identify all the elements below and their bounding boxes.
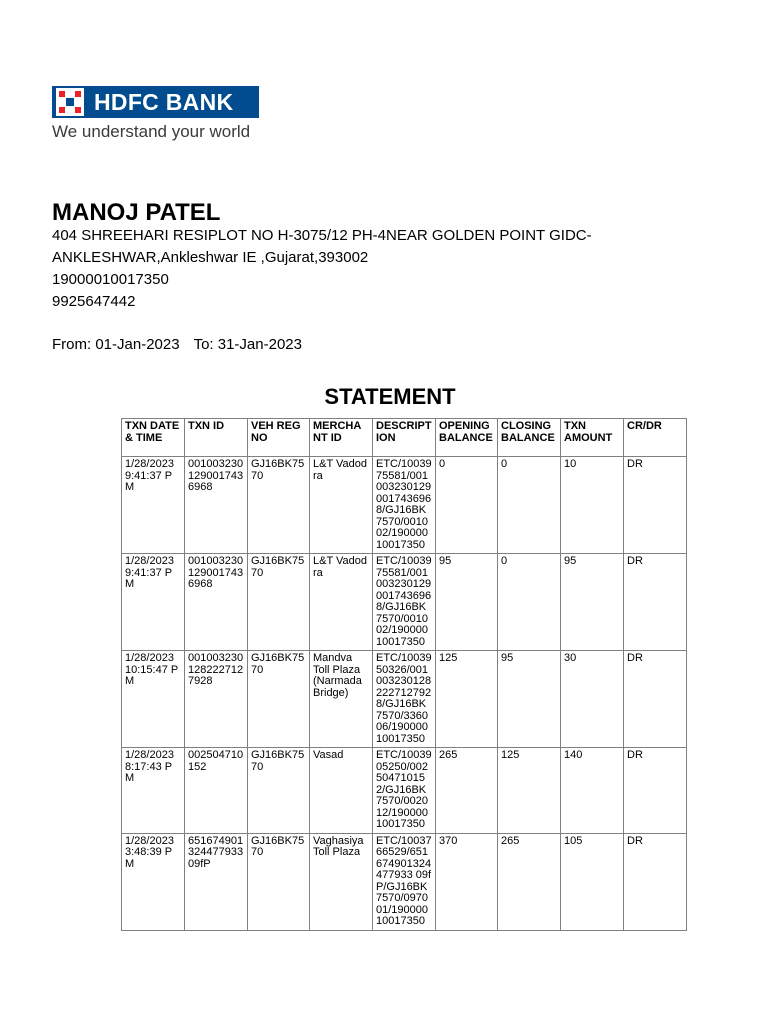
- bank-name: HDFC BANK: [94, 89, 234, 115]
- column-header: MERCHANT ID: [310, 419, 373, 457]
- merchant-id: Vaghasiya Toll Plaza: [310, 833, 373, 930]
- txn-id: 001003230129001743 6968: [185, 457, 248, 554]
- table-row: [122, 651, 687, 748]
- period-to: To: 31-Jan-2023: [193, 336, 302, 353]
- cr-dr: DR: [624, 457, 687, 554]
- description: ETC/1003766529/651674901324477933 09fP/GJ16BK7570/097001/19000010017350: [373, 833, 436, 930]
- closing-balance: 95: [498, 651, 561, 748]
- phone-number: 9925647442: [52, 293, 136, 310]
- txn-date: 1/28/2023 8:17:43 PM: [122, 748, 185, 834]
- merchant-id: L&T Vadodra: [310, 554, 373, 651]
- table-row: [122, 457, 687, 554]
- account-number: 19000010017350: [52, 271, 169, 288]
- table-row: [122, 833, 687, 930]
- txn-amount: 140: [561, 748, 624, 834]
- cr-dr: DR: [624, 748, 687, 834]
- veh-reg-no: GJ16BK7570: [248, 651, 310, 748]
- column-header: DESCRIPTION: [373, 419, 436, 457]
- address-line-2: ANKLESHWAR,Ankleshwar IE ,Gujarat,393002: [52, 249, 369, 266]
- txn-id: 002504710152: [185, 748, 248, 834]
- txn-amount: 10: [561, 457, 624, 554]
- column-header: OPENING BALANCE: [436, 419, 498, 457]
- description: ETC/1003905250/002504710152/GJ16BK7570/002012/19000010017350: [373, 748, 436, 834]
- column-header: CR/DR: [624, 419, 687, 457]
- cr-dr: DR: [624, 833, 687, 930]
- merchant-id: Mandva Toll Plaza (Narmada Bridge): [310, 651, 373, 748]
- opening-balance: 0: [436, 457, 498, 554]
- column-header: CLOSING BALANCE: [498, 419, 561, 457]
- merchant-id: L&T Vadodra: [310, 457, 373, 554]
- opening-balance: 370: [436, 833, 498, 930]
- cr-dr: DR: [624, 651, 687, 748]
- veh-reg-no: GJ16BK7570: [248, 554, 310, 651]
- txn-amount: 95: [561, 554, 624, 651]
- customer-name: MANOJ PATEL: [52, 199, 221, 226]
- merchant-id: Vasad: [310, 748, 373, 834]
- txn-amount: 105: [561, 833, 624, 930]
- column-header: TXN ID: [185, 419, 248, 457]
- transactions-table: [121, 418, 687, 931]
- veh-reg-no: GJ16BK7570: [248, 748, 310, 834]
- address-line-1: 404 SHREEHARI RESIPLOT NO H-3075/12 PH-4NEAR GOLDEN POINT GIDC-: [52, 227, 592, 244]
- description: ETC/1003975581/0010032301290017436968/GJ16BK7570/001002/19000010017350: [373, 457, 436, 554]
- opening-balance: 125: [436, 651, 498, 748]
- txn-id: 001003230128222712 7928: [185, 651, 248, 748]
- column-header: VEH REG NO: [248, 419, 310, 457]
- description: ETC/1003975581/0010032301290017436968/GJ16BK7570/001002/19000010017350: [373, 554, 436, 651]
- closing-balance: 265: [498, 833, 561, 930]
- table-header-row: [122, 419, 687, 457]
- txn-id: 001003230129001743 6968: [185, 554, 248, 651]
- column-header: TXN AMOUNT: [561, 419, 624, 457]
- closing-balance: 125: [498, 748, 561, 834]
- txn-date: 1/28/2023 10:15:47 PM: [122, 651, 185, 748]
- opening-balance: 265: [436, 748, 498, 834]
- txn-date: 1/28/2023 9:41:37 PM: [122, 554, 185, 651]
- closing-balance: 0: [498, 457, 561, 554]
- description: ETC/1003950326/0010032301282227127928/GJ16BK7570/336006/19000010017350: [373, 651, 436, 748]
- hdfc-bank-logo: [52, 86, 259, 118]
- table-row: [122, 748, 687, 834]
- veh-reg-no: GJ16BK7570: [248, 833, 310, 930]
- statement-period: [52, 336, 302, 354]
- opening-balance: 95: [436, 554, 498, 651]
- table-row: [122, 554, 687, 651]
- hdfc-logo-mark-icon: [56, 88, 84, 116]
- txn-amount: 30: [561, 651, 624, 748]
- txn-date: 1/28/2023 9:41:37 PM: [122, 457, 185, 554]
- txn-date: 1/28/2023 3:48:39 PM: [122, 833, 185, 930]
- bank-tagline: We understand your world: [52, 122, 251, 141]
- closing-balance: 0: [498, 554, 561, 651]
- statement-title: STATEMENT: [324, 384, 456, 409]
- veh-reg-no: GJ16BK7570: [248, 457, 310, 554]
- period-from: From: 01-Jan-2023: [52, 336, 180, 353]
- txn-id: 651674901324477933 09fP: [185, 833, 248, 930]
- cr-dr: DR: [624, 554, 687, 651]
- column-header: TXN DATE & TIME: [122, 419, 185, 457]
